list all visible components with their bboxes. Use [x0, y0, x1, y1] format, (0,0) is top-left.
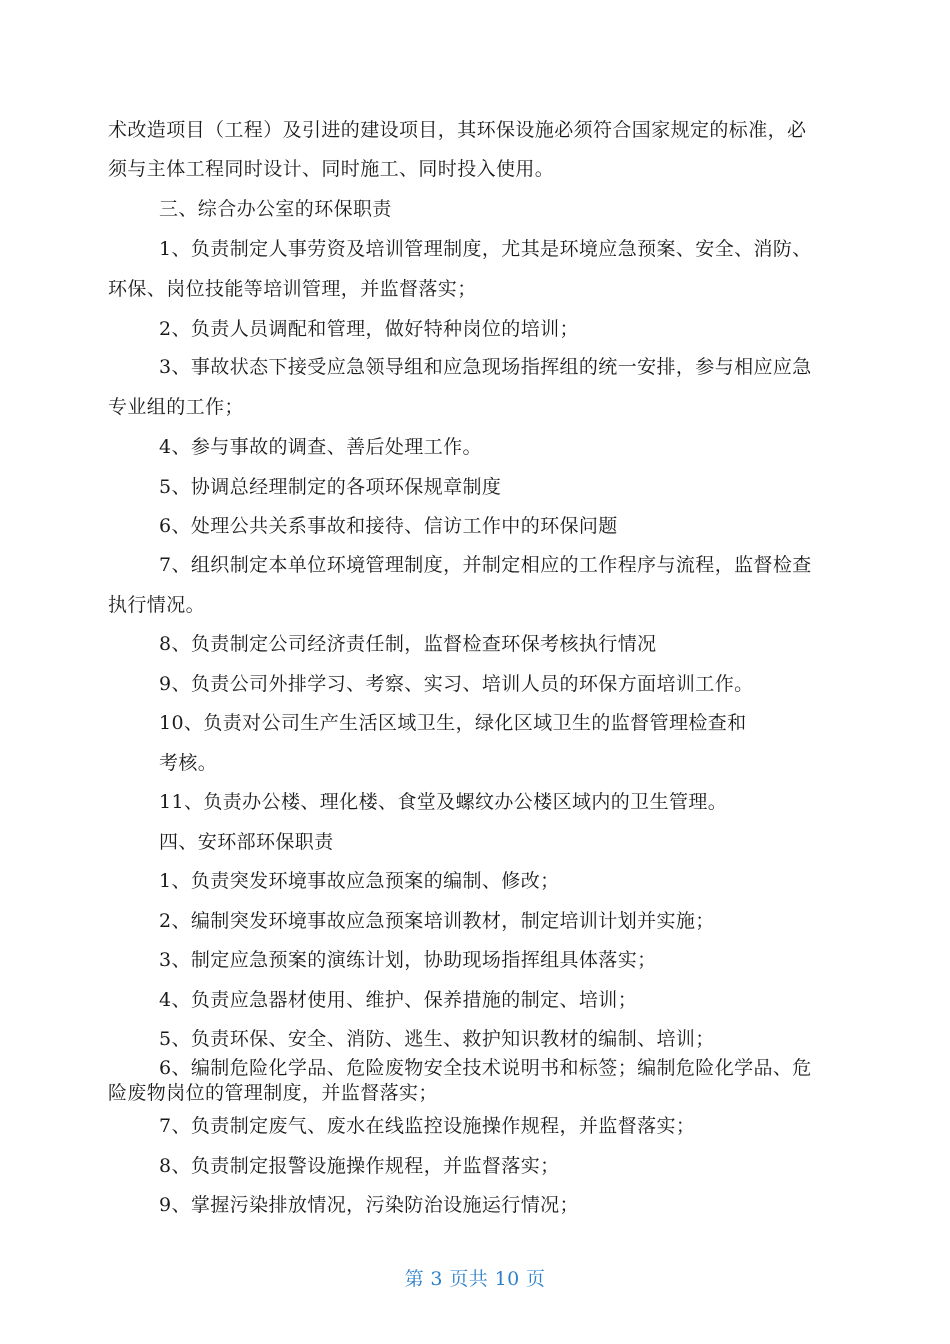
text-line: 2、编制突发环境事故应急预案培训教材，制定培训计划并实施；	[159, 910, 715, 932]
text-line: 5、负责环保、安全、消防、逃生、救护知识教材的编制、培训；	[159, 1028, 715, 1050]
text-line: 4、参与事故的调查、善后处理工作。	[159, 436, 482, 458]
text-line: 3、制定应急预案的演练计划，协助现场指挥组具体落实；	[159, 949, 657, 971]
text-line: 9、负责公司外排学习、考察、实习、培训人员的环保方面培训工作。	[159, 673, 754, 695]
text-line: 2、负责人员调配和管理，做好特种岗位的培训；	[159, 318, 579, 340]
text-line: 1、负责突发环境事故应急预案的编制、修改；	[159, 870, 560, 892]
text-line: 11、负责办公楼、理化楼、食堂及螺纹办公楼区域内的卫生管理。	[159, 791, 728, 813]
text-line: 8、负责制定公司经济责任制，监督检查环保考核执行情况	[159, 633, 657, 655]
text-line: 8、负责制定报警设施操作规程，并监督落实；	[159, 1155, 560, 1177]
text-line: 5、协调总经理制定的各项环保规章制度	[159, 476, 502, 498]
text-line: 考核。	[159, 752, 218, 774]
text-line: 6、处理公共关系事故和接待、信访工作中的环保问题	[159, 515, 618, 537]
text-line: 须与主体工程同时设计、同时施工、同时投入使用。	[108, 158, 555, 180]
text-line: 7、组织制定本单位环境管理制度，并制定相应的工作程序与流程，监督检查	[159, 554, 812, 576]
section-heading: 三、综合办公室的环保职责	[159, 198, 392, 220]
text-line: 9、掌握污染排放情况，污染防治设施运行情况；	[159, 1194, 579, 1216]
text-line: 1、负责制定人事劳资及培训管理制度，尤其是环境应急预案、安全、消防、	[159, 238, 812, 260]
text-line: 3、事故状态下接受应急领导组和应急现场指挥组的统一安排，参与相应应急	[159, 356, 812, 378]
text-line: 险废物岗位的管理制度，并监督落实；	[108, 1082, 438, 1104]
section-heading: 四、安环部环保职责	[159, 831, 334, 853]
page-number: 第 3 页共 10 页	[404, 1268, 546, 1290]
text-line: 术改造项目（工程）及引进的建设项目，其环保设施必须符合国家规定的标准，必	[108, 119, 807, 141]
text-line: 环保、岗位技能等培训管理，并监督落实；	[108, 278, 477, 300]
text-line: 10、负责对公司生产生活区域卫生，绿化区域卫生的监督管理检查和	[159, 712, 747, 734]
text-line: 4、负责应急器材使用、维护、保养措施的制定、培训；	[159, 989, 638, 1011]
text-line: 专业组的工作；	[108, 396, 244, 418]
text-line: 执行情况。	[108, 594, 206, 616]
text-line: 7、负责制定废气、废水在线监控设施操作规程，并监督落实；	[159, 1115, 696, 1137]
text-line: 6、编制危险化学品、危险废物安全技术说明书和标签；编制危险化学品、危	[159, 1057, 812, 1079]
